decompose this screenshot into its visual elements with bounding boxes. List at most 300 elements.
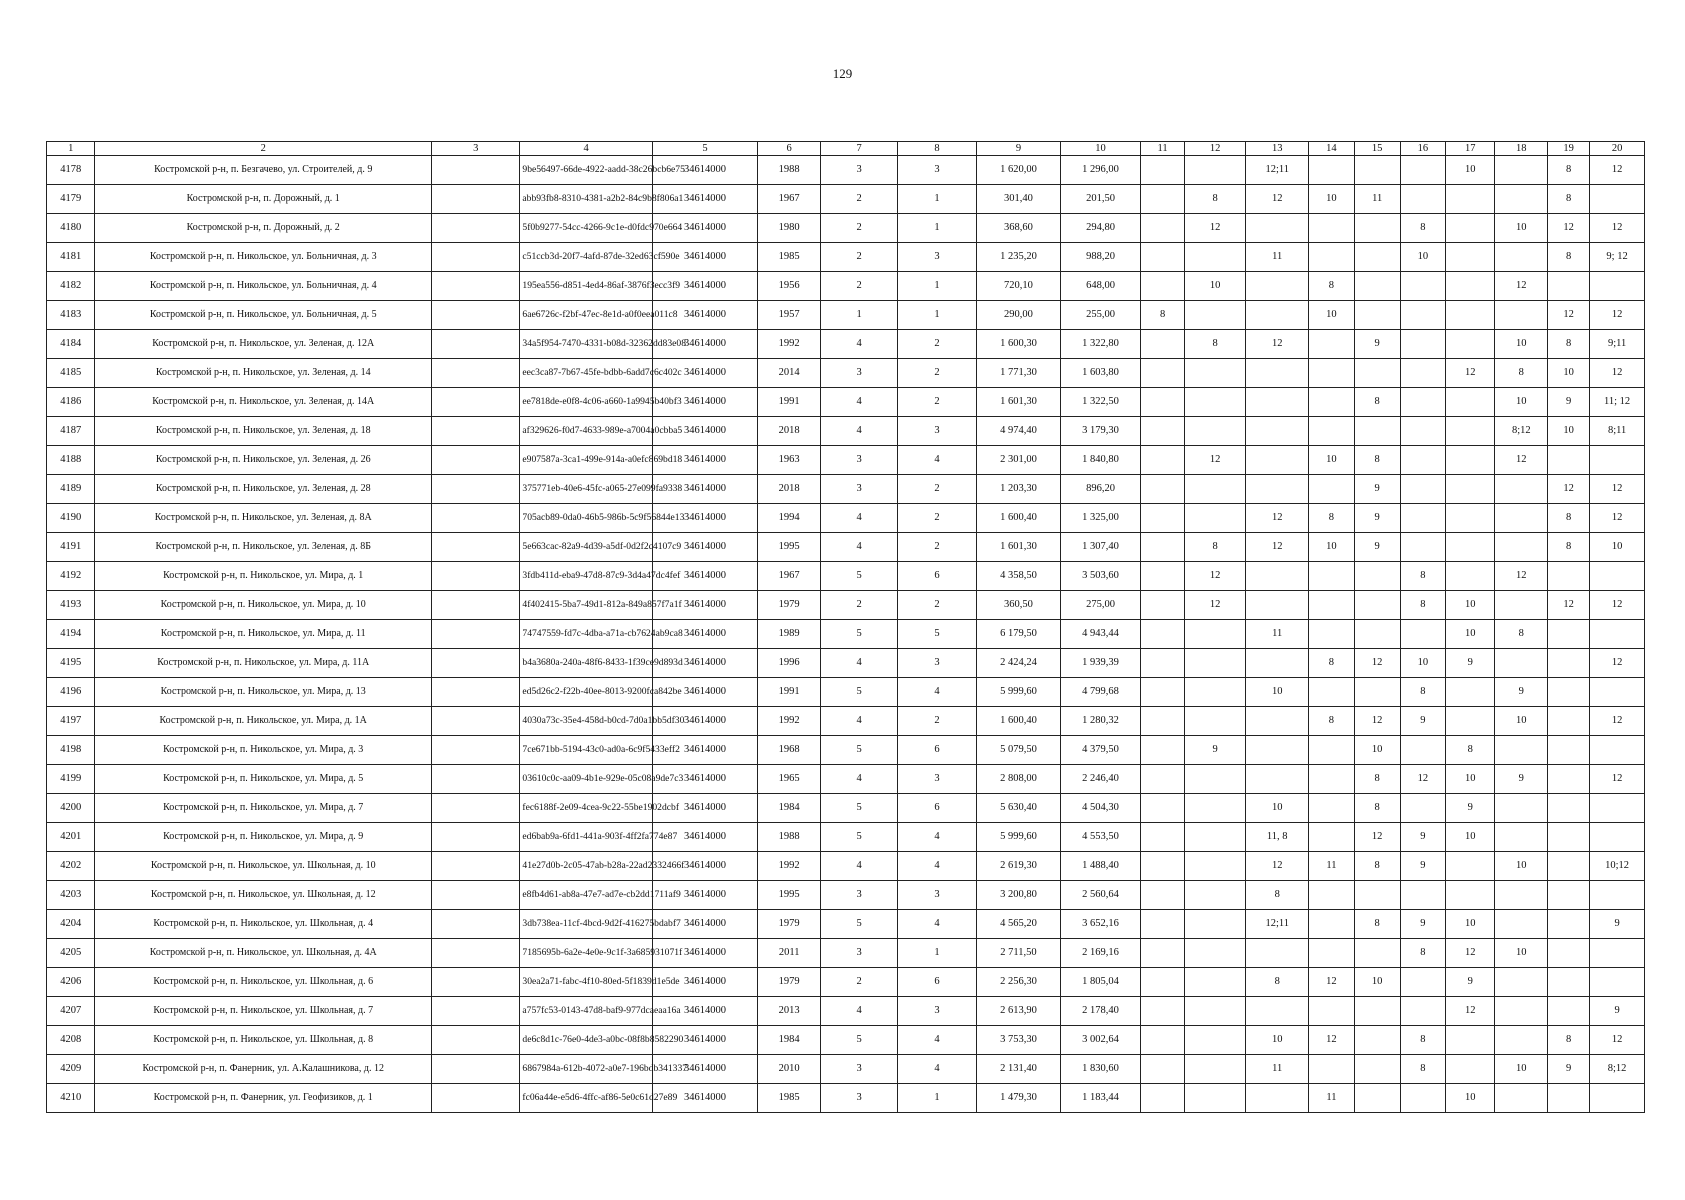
cell-address: Костромской р-н, п. Никольское, ул. Мира, д. 1 <box>95 562 432 591</box>
cell-address: Костромской р-н, п. Никольское, ул. Школьная, д. 4А <box>95 939 432 968</box>
cell-total-area: 1 601,30 <box>976 533 1060 562</box>
cell-col-11 <box>1141 214 1185 243</box>
cell-col-13 <box>1246 446 1309 475</box>
cell-col-18 <box>1495 881 1548 910</box>
cell-total-area: 301,40 <box>976 185 1060 214</box>
cell-col-12 <box>1185 1026 1246 1055</box>
cell-col-17 <box>1446 1026 1495 1055</box>
housing-registry-table <box>46 141 1645 1113</box>
table-row <box>47 272 1645 301</box>
cell-col-19: 8 <box>1548 1026 1590 1055</box>
cell-entrances: 1 <box>898 185 977 214</box>
cell-year-built: 1995 <box>758 533 821 562</box>
cell-col-16 <box>1400 301 1445 330</box>
cell-col-20 <box>1590 794 1645 823</box>
cell-col-16: 8 <box>1400 1055 1445 1084</box>
cell-floors: 2 <box>821 243 898 272</box>
cell-entrances: 6 <box>898 736 977 765</box>
cell-col-16: 10 <box>1400 649 1445 678</box>
cell-col-12 <box>1185 1055 1246 1084</box>
cell-row-number: 4178 <box>47 156 95 185</box>
cell-col-12 <box>1185 388 1246 417</box>
cell-col-11 <box>1141 562 1185 591</box>
cell-address: Костромской р-н, п. Никольское, ул. Школьная, д. 6 <box>95 968 432 997</box>
cell-col-16 <box>1400 272 1445 301</box>
cell-address: Костромской р-н, п. Никольское, ул. Больничная, д. 5 <box>95 301 432 330</box>
cell-col-11 <box>1141 707 1185 736</box>
cell-address: Костромской р-н, п. Фанерник, ул. Геофизиков, д. 1 <box>95 1084 432 1113</box>
cell-address: Костромской р-н, п. Никольское, ул. Зеленая, д. 28 <box>95 475 432 504</box>
cell-floors: 3 <box>821 881 898 910</box>
column-header-9: 9 <box>976 142 1060 156</box>
cell-col-18 <box>1495 736 1548 765</box>
cell-col-17: 9 <box>1446 794 1495 823</box>
cell-entrances: 2 <box>898 533 977 562</box>
cell-col-20 <box>1590 272 1645 301</box>
cell-col-17: 10 <box>1446 910 1495 939</box>
cell-oktmo: 34614000 <box>652 823 757 852</box>
cell-col-18 <box>1495 968 1548 997</box>
cell-entrances: 4 <box>898 678 977 707</box>
column-header-4: 4 <box>520 142 653 156</box>
table-row <box>47 881 1645 910</box>
cell-col-3 <box>432 562 520 591</box>
cell-col-18: 10 <box>1495 388 1548 417</box>
cell-row-number: 4194 <box>47 620 95 649</box>
cell-col-19 <box>1548 736 1590 765</box>
cell-col-12: 12 <box>1185 591 1246 620</box>
cell-year-built: 1965 <box>758 765 821 794</box>
cell-oktmo: 34614000 <box>652 1055 757 1084</box>
cell-col-16: 12 <box>1400 765 1445 794</box>
cell-col-13 <box>1246 214 1309 243</box>
cell-address: Костромской р-н, п. Никольское, ул. Школьная, д. 7 <box>95 997 432 1026</box>
cell-entrances: 4 <box>898 1055 977 1084</box>
cell-col-17 <box>1446 185 1495 214</box>
cell-living-area: 275,00 <box>1061 591 1141 620</box>
cell-oktmo: 34614000 <box>652 794 757 823</box>
table-row <box>47 620 1645 649</box>
cell-col-14 <box>1309 359 1354 388</box>
table-row <box>47 997 1645 1026</box>
cell-col-13: 11, 8 <box>1246 823 1309 852</box>
cell-col-16: 9 <box>1400 852 1445 881</box>
cell-address: Костромской р-н, п. Никольское, ул. Мира, д. 9 <box>95 823 432 852</box>
cell-col-12 <box>1185 243 1246 272</box>
cell-col-20: 12 <box>1590 475 1645 504</box>
cell-year-built: 1995 <box>758 881 821 910</box>
cell-floors: 2 <box>821 214 898 243</box>
cell-floors: 4 <box>821 533 898 562</box>
cell-living-area: 294,80 <box>1061 214 1141 243</box>
cell-col-18: 9 <box>1495 678 1548 707</box>
cell-living-area: 648,00 <box>1061 272 1141 301</box>
cell-col-17: 12 <box>1446 939 1495 968</box>
cell-col-11 <box>1141 446 1185 475</box>
cell-col-19: 8 <box>1548 533 1590 562</box>
cell-col-19: 12 <box>1548 214 1590 243</box>
cell-total-area: 4 974,40 <box>976 417 1060 446</box>
cell-col-20 <box>1590 736 1645 765</box>
cell-col-15: 10 <box>1354 736 1400 765</box>
cell-col-17 <box>1446 301 1495 330</box>
cell-col-17 <box>1446 417 1495 446</box>
cell-col-17 <box>1446 475 1495 504</box>
cell-floors: 5 <box>821 678 898 707</box>
column-number-row <box>47 142 1645 156</box>
cell-col-3 <box>432 620 520 649</box>
cell-col-15 <box>1354 272 1400 301</box>
cell-col-15: 8 <box>1354 765 1400 794</box>
cell-address: Костромской р-н, п. Никольское, ул. Мира, д. 7 <box>95 794 432 823</box>
cell-col-20 <box>1590 881 1645 910</box>
cell-living-area: 2 178,40 <box>1061 997 1141 1026</box>
cell-guid: 7ce671bb-5194-43c0-ad0a-6c9f5433eff2 <box>520 736 653 765</box>
cell-col-18 <box>1495 1084 1548 1113</box>
cell-col-14 <box>1309 330 1354 359</box>
cell-col-14: 8 <box>1309 649 1354 678</box>
cell-col-17 <box>1446 678 1495 707</box>
cell-col-3 <box>432 272 520 301</box>
column-header-6: 6 <box>758 142 821 156</box>
cell-col-15: 12 <box>1354 823 1400 852</box>
cell-guid: e907587a-3ca1-499e-914a-a0efc869bd18 <box>520 446 653 475</box>
cell-floors: 4 <box>821 707 898 736</box>
cell-col-15: 8 <box>1354 388 1400 417</box>
cell-total-area: 5 999,60 <box>976 823 1060 852</box>
cell-living-area: 3 179,30 <box>1061 417 1141 446</box>
cell-col-19 <box>1548 707 1590 736</box>
cell-col-15 <box>1354 881 1400 910</box>
cell-col-3 <box>432 591 520 620</box>
cell-address: Костромской р-н, п. Никольское, ул. Мира, д. 10 <box>95 591 432 620</box>
cell-entrances: 1 <box>898 301 977 330</box>
cell-col-13: 10 <box>1246 794 1309 823</box>
cell-col-18 <box>1495 997 1548 1026</box>
cell-floors: 5 <box>821 1026 898 1055</box>
cell-col-19: 9 <box>1548 1055 1590 1084</box>
cell-col-18: 12 <box>1495 272 1548 301</box>
cell-year-built: 1985 <box>758 243 821 272</box>
cell-col-3 <box>432 736 520 765</box>
cell-guid: 5e663cac-82a9-4d39-a5df-0d2f2c4107c9 <box>520 533 653 562</box>
cell-oktmo: 34614000 <box>652 272 757 301</box>
cell-col-11 <box>1141 794 1185 823</box>
cell-col-14: 8 <box>1309 707 1354 736</box>
cell-guid: c51ccb3d-20f7-4afd-87de-32ed63cf590e <box>520 243 653 272</box>
cell-col-19 <box>1548 997 1590 1026</box>
cell-col-20: 12 <box>1590 649 1645 678</box>
cell-oktmo: 34614000 <box>652 1026 757 1055</box>
cell-floors: 3 <box>821 475 898 504</box>
cell-oktmo: 34614000 <box>652 910 757 939</box>
cell-total-area: 2 301,00 <box>976 446 1060 475</box>
cell-col-3 <box>432 301 520 330</box>
cell-col-15 <box>1354 359 1400 388</box>
cell-col-14 <box>1309 881 1354 910</box>
table-row <box>47 417 1645 446</box>
cell-entrances: 4 <box>898 910 977 939</box>
page-number: 129 <box>832 66 853 81</box>
cell-total-area: 2 613,90 <box>976 997 1060 1026</box>
cell-total-area: 2 808,00 <box>976 765 1060 794</box>
cell-col-3 <box>432 765 520 794</box>
cell-address: Костромской р-н, п. Дорожный, д. 1 <box>95 185 432 214</box>
cell-floors: 3 <box>821 1055 898 1084</box>
cell-entrances: 2 <box>898 707 977 736</box>
table-row <box>47 301 1645 330</box>
cell-floors: 5 <box>821 736 898 765</box>
cell-floors: 5 <box>821 823 898 852</box>
cell-col-11 <box>1141 649 1185 678</box>
cell-living-area: 4 379,50 <box>1061 736 1141 765</box>
cell-col-18: 10 <box>1495 939 1548 968</box>
cell-row-number: 4209 <box>47 1055 95 1084</box>
cell-col-18: 10 <box>1495 214 1548 243</box>
cell-year-built: 1967 <box>758 185 821 214</box>
cell-entrances: 2 <box>898 388 977 417</box>
cell-col-17 <box>1446 214 1495 243</box>
cell-col-20: 9;11 <box>1590 330 1645 359</box>
cell-col-13 <box>1246 765 1309 794</box>
cell-floors: 5 <box>821 562 898 591</box>
cell-floors: 3 <box>821 359 898 388</box>
cell-col-11 <box>1141 533 1185 562</box>
cell-entrances: 5 <box>898 620 977 649</box>
cell-col-11 <box>1141 1026 1185 1055</box>
cell-col-17: 9 <box>1446 968 1495 997</box>
cell-col-19: 8 <box>1548 185 1590 214</box>
table-row <box>47 1026 1645 1055</box>
cell-col-15 <box>1354 214 1400 243</box>
cell-floors: 3 <box>821 1084 898 1113</box>
cell-col-12 <box>1185 1084 1246 1113</box>
cell-col-15 <box>1354 1084 1400 1113</box>
cell-col-12: 10 <box>1185 272 1246 301</box>
cell-guid: 3db738ea-11cf-4bcd-9d2f-416275bdabf7 <box>520 910 653 939</box>
cell-floors: 4 <box>821 388 898 417</box>
cell-col-17: 10 <box>1446 620 1495 649</box>
cell-col-3 <box>432 388 520 417</box>
cell-col-16 <box>1400 330 1445 359</box>
cell-year-built: 1992 <box>758 707 821 736</box>
cell-col-12 <box>1185 504 1246 533</box>
cell-col-17: 12 <box>1446 359 1495 388</box>
table-row <box>47 243 1645 272</box>
cell-floors: 5 <box>821 910 898 939</box>
cell-col-15 <box>1354 620 1400 649</box>
cell-row-number: 4182 <box>47 272 95 301</box>
cell-row-number: 4201 <box>47 823 95 852</box>
cell-floors: 4 <box>821 504 898 533</box>
cell-col-15 <box>1354 591 1400 620</box>
cell-col-18 <box>1495 794 1548 823</box>
cell-col-20: 12 <box>1590 707 1645 736</box>
cell-col-12 <box>1185 301 1246 330</box>
cell-col-16 <box>1400 620 1445 649</box>
cell-guid: fec6188f-2e09-4cea-9c22-55be1902dcbf <box>520 794 653 823</box>
cell-col-17 <box>1446 330 1495 359</box>
cell-floors: 4 <box>821 330 898 359</box>
cell-row-number: 4196 <box>47 678 95 707</box>
cell-col-14: 8 <box>1309 504 1354 533</box>
cell-total-area: 2 256,30 <box>976 968 1060 997</box>
cell-row-number: 4205 <box>47 939 95 968</box>
cell-entrances: 3 <box>898 649 977 678</box>
column-header-2: 2 <box>95 142 432 156</box>
cell-col-16 <box>1400 359 1445 388</box>
cell-col-20 <box>1590 185 1645 214</box>
cell-col-16 <box>1400 475 1445 504</box>
cell-row-number: 4203 <box>47 881 95 910</box>
cell-living-area: 1 830,60 <box>1061 1055 1141 1084</box>
cell-living-area: 1 296,00 <box>1061 156 1141 185</box>
column-header-5: 5 <box>652 142 757 156</box>
cell-col-15: 8 <box>1354 446 1400 475</box>
cell-col-16: 10 <box>1400 243 1445 272</box>
table-row <box>47 388 1645 417</box>
cell-year-built: 1988 <box>758 156 821 185</box>
cell-col-12 <box>1185 765 1246 794</box>
cell-total-area: 360,50 <box>976 591 1060 620</box>
cell-col-17 <box>1446 852 1495 881</box>
cell-col-3 <box>432 214 520 243</box>
cell-living-area: 4 553,50 <box>1061 823 1141 852</box>
cell-col-19 <box>1548 939 1590 968</box>
column-header-13: 13 <box>1246 142 1309 156</box>
cell-col-3 <box>432 417 520 446</box>
cell-row-number: 4206 <box>47 968 95 997</box>
cell-col-14 <box>1309 562 1354 591</box>
cell-col-15: 9 <box>1354 475 1400 504</box>
cell-col-18 <box>1495 533 1548 562</box>
cell-col-15 <box>1354 997 1400 1026</box>
cell-year-built: 2010 <box>758 1055 821 1084</box>
cell-col-12 <box>1185 359 1246 388</box>
cell-col-19 <box>1548 823 1590 852</box>
cell-oktmo: 34614000 <box>652 620 757 649</box>
cell-col-3 <box>432 794 520 823</box>
cell-col-16 <box>1400 417 1445 446</box>
cell-living-area: 4 943,44 <box>1061 620 1141 649</box>
cell-col-14: 12 <box>1309 968 1354 997</box>
cell-oktmo: 34614000 <box>652 446 757 475</box>
cell-col-16 <box>1400 533 1445 562</box>
cell-row-number: 4190 <box>47 504 95 533</box>
cell-col-20 <box>1590 1084 1645 1113</box>
cell-col-16 <box>1400 504 1445 533</box>
cell-guid: 4f402415-5ba7-49d1-812a-849a857f7a1f <box>520 591 653 620</box>
table-row <box>47 533 1645 562</box>
cell-col-16: 8 <box>1400 939 1445 968</box>
cell-col-20: 12 <box>1590 504 1645 533</box>
cell-year-built: 1996 <box>758 649 821 678</box>
cell-col-11 <box>1141 968 1185 997</box>
cell-living-area: 3 652,16 <box>1061 910 1141 939</box>
cell-row-number: 4210 <box>47 1084 95 1113</box>
cell-col-11 <box>1141 330 1185 359</box>
cell-guid: 6867984a-612b-4072-a0e7-196bdb341337 <box>520 1055 653 1084</box>
cell-col-12 <box>1185 823 1246 852</box>
cell-total-area: 2 131,40 <box>976 1055 1060 1084</box>
cell-oktmo: 34614000 <box>652 968 757 997</box>
cell-col-20: 9 <box>1590 997 1645 1026</box>
cell-row-number: 4193 <box>47 591 95 620</box>
cell-col-11 <box>1141 388 1185 417</box>
cell-col-19: 10 <box>1548 359 1590 388</box>
cell-address: Костромской р-н, п. Никольское, ул. Зеленая, д. 14А <box>95 388 432 417</box>
cell-col-12 <box>1185 939 1246 968</box>
cell-col-15: 10 <box>1354 968 1400 997</box>
cell-living-area: 255,00 <box>1061 301 1141 330</box>
cell-col-13 <box>1246 562 1309 591</box>
cell-entrances: 1 <box>898 1084 977 1113</box>
cell-col-11 <box>1141 765 1185 794</box>
cell-row-number: 4197 <box>47 707 95 736</box>
table-row <box>47 910 1645 939</box>
cell-col-12 <box>1185 417 1246 446</box>
cell-guid: de6c8d1c-76e0-4de3-a0bc-08f8b8582290 <box>520 1026 653 1055</box>
cell-col-12 <box>1185 968 1246 997</box>
cell-oktmo: 34614000 <box>652 359 757 388</box>
cell-row-number: 4200 <box>47 794 95 823</box>
cell-col-11 <box>1141 359 1185 388</box>
cell-col-3 <box>432 968 520 997</box>
cell-col-12 <box>1185 156 1246 185</box>
cell-col-3 <box>432 881 520 910</box>
cell-address: Костромской р-н, п. Никольское, ул. Зеленая, д. 26 <box>95 446 432 475</box>
cell-col-11 <box>1141 736 1185 765</box>
cell-col-13 <box>1246 707 1309 736</box>
cell-guid: b4a3680a-240a-48f6-8433-1f39ce9d893d <box>520 649 653 678</box>
column-header-16: 16 <box>1400 142 1445 156</box>
cell-living-area: 1 183,44 <box>1061 1084 1141 1113</box>
cell-col-13 <box>1246 939 1309 968</box>
cell-oktmo: 34614000 <box>652 881 757 910</box>
cell-col-16: 8 <box>1400 591 1445 620</box>
cell-col-3 <box>432 678 520 707</box>
cell-col-17: 10 <box>1446 1084 1495 1113</box>
cell-entrances: 4 <box>898 823 977 852</box>
cell-col-14: 11 <box>1309 852 1354 881</box>
cell-col-18: 10 <box>1495 852 1548 881</box>
cell-year-built: 2011 <box>758 939 821 968</box>
cell-living-area: 1 603,80 <box>1061 359 1141 388</box>
cell-col-13 <box>1246 301 1309 330</box>
cell-col-20: 12 <box>1590 765 1645 794</box>
cell-col-3 <box>432 1055 520 1084</box>
registry-body <box>47 156 1645 1113</box>
cell-year-built: 1992 <box>758 852 821 881</box>
cell-col-17: 10 <box>1446 156 1495 185</box>
cell-guid: 41e27d0b-2c05-47ab-b28a-22ad2332466f <box>520 852 653 881</box>
column-header-19: 19 <box>1548 142 1590 156</box>
cell-address: Костромской р-н, п. Никольское, ул. Мира, д. 13 <box>95 678 432 707</box>
cell-address: Костромской р-н, п. Безгачево, ул. Строителей, д. 9 <box>95 156 432 185</box>
cell-total-area: 2 711,50 <box>976 939 1060 968</box>
cell-col-20 <box>1590 446 1645 475</box>
cell-col-15: 11 <box>1354 185 1400 214</box>
cell-oktmo: 34614000 <box>652 591 757 620</box>
cell-col-19 <box>1548 1084 1590 1113</box>
cell-col-17: 12 <box>1446 997 1495 1026</box>
cell-row-number: 4188 <box>47 446 95 475</box>
cell-col-14 <box>1309 620 1354 649</box>
cell-col-19: 12 <box>1548 301 1590 330</box>
cell-col-12 <box>1185 794 1246 823</box>
cell-col-14 <box>1309 997 1354 1026</box>
cell-col-11 <box>1141 417 1185 446</box>
